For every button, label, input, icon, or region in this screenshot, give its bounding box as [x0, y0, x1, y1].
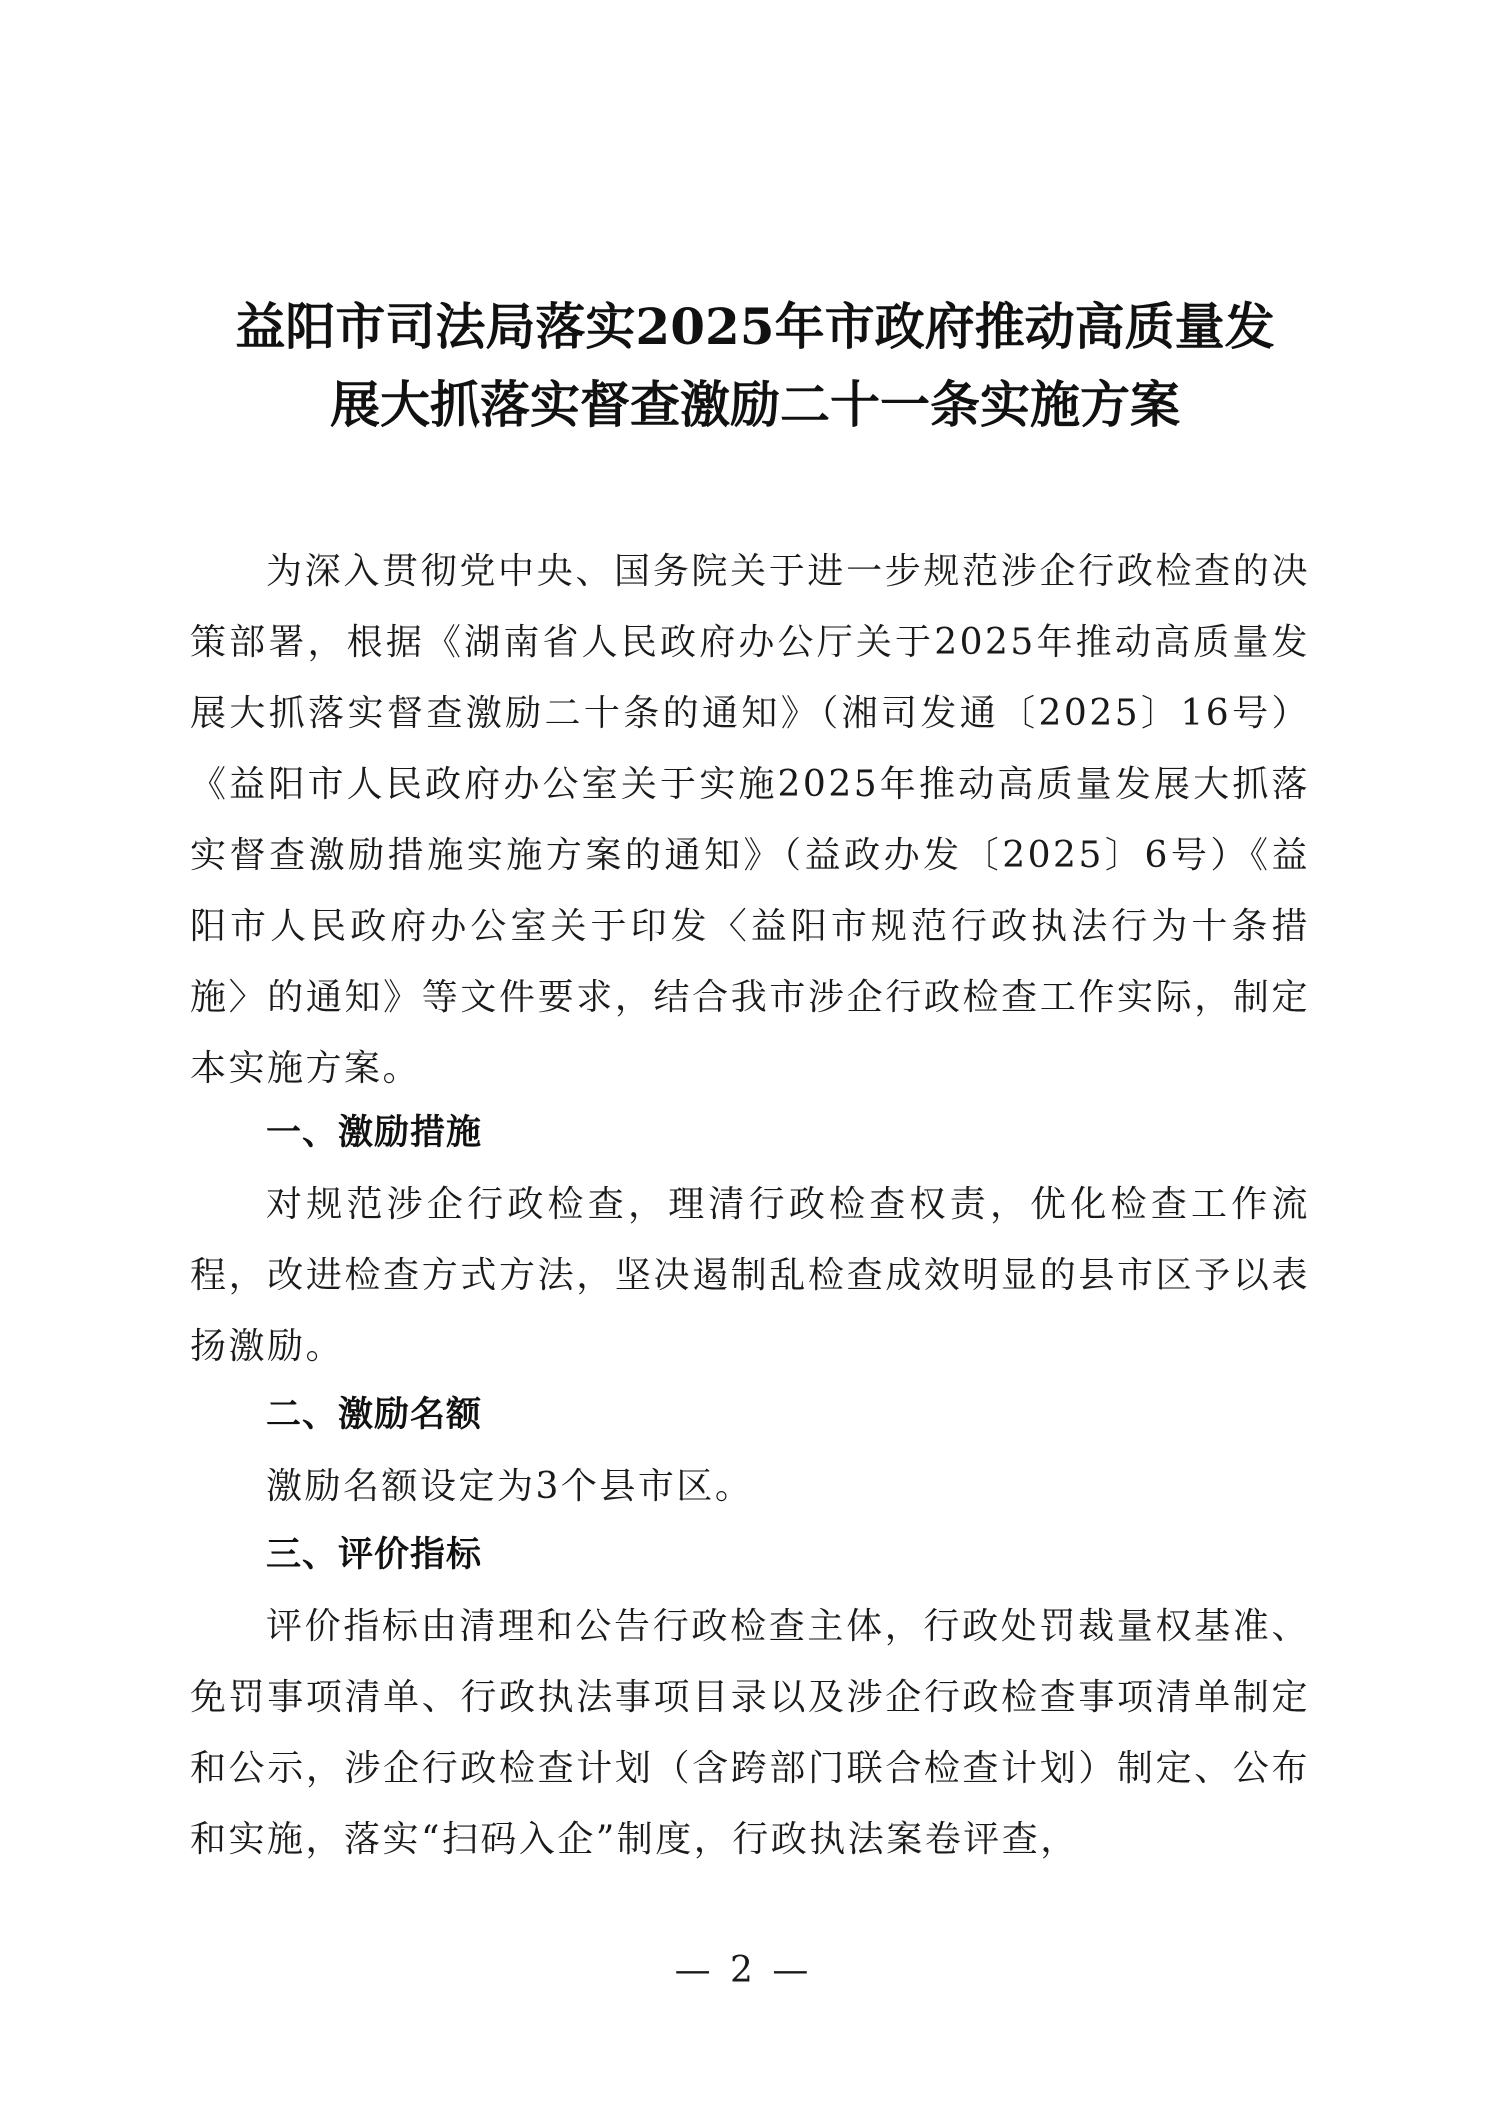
section-incentive-measures: [190, 1098, 1310, 1382]
section-paragraph-1: 对规范涉企行政检查，理清行政检查权责，优化检查工作流程，改进检查方式方法，坚决遏制乱检查成效明显的县市区予以表扬激励。: [190, 1184, 1310, 1367]
title-line-2: 展大抓落实督查激励二十一条实施方案: [330, 375, 1180, 434]
page-number: — 2 —: [674, 1950, 813, 1991]
section-paragraph-3: 评价指标由清理和公告行政检查主体，行政处罚裁量权基准、免罚事项清单、行政执法事项目录以及涉企行政检查事项清单制定和公示，涉企行政检查计划（含跨部门联合检查计划）制定、公布和实施，落实“扫码入企”制度，行政执法案卷评查，: [190, 1606, 1310, 1860]
section-evaluation-indicators: [190, 1520, 1310, 1875]
section-heading-2: 二、激励名额: [266, 1395, 483, 1435]
section-heading-3: 三、评价指标: [266, 1535, 483, 1575]
document-title: [190, 288, 1320, 444]
section-paragraph-2: 激励名额设定为3个县市区。: [266, 1466, 754, 1507]
title-line-1: 益阳市司法局落实2025年市政府推动高质量发: [235, 297, 1275, 356]
section-heading-1: 一、激励措施: [266, 1113, 483, 1153]
intro-section: [190, 536, 1310, 1104]
section-incentive-quota: [190, 1380, 1310, 1522]
intro-paragraph: 为深入贯彻党中央、国务院关于进一步规范涉企行政检查的决策部署，根据《湖南省人民政府办公厅关于2025年推动高质量发展大抓落实督查激励二十条的通知》（湘司发通〔2025〕16号）《益阳市人民政府办公室关于实施2025年推动高质量发展大抓落实督查激励措施实施方案的通知》（益政办发〔2025〕6号）《益阳市人民政府办公室关于印发〈益阳市规范行政执法行为十条措施〉的通知》等文件要求，结合我市涉企行政检查工作实际，制定本实施方案。: [190, 551, 1310, 1089]
